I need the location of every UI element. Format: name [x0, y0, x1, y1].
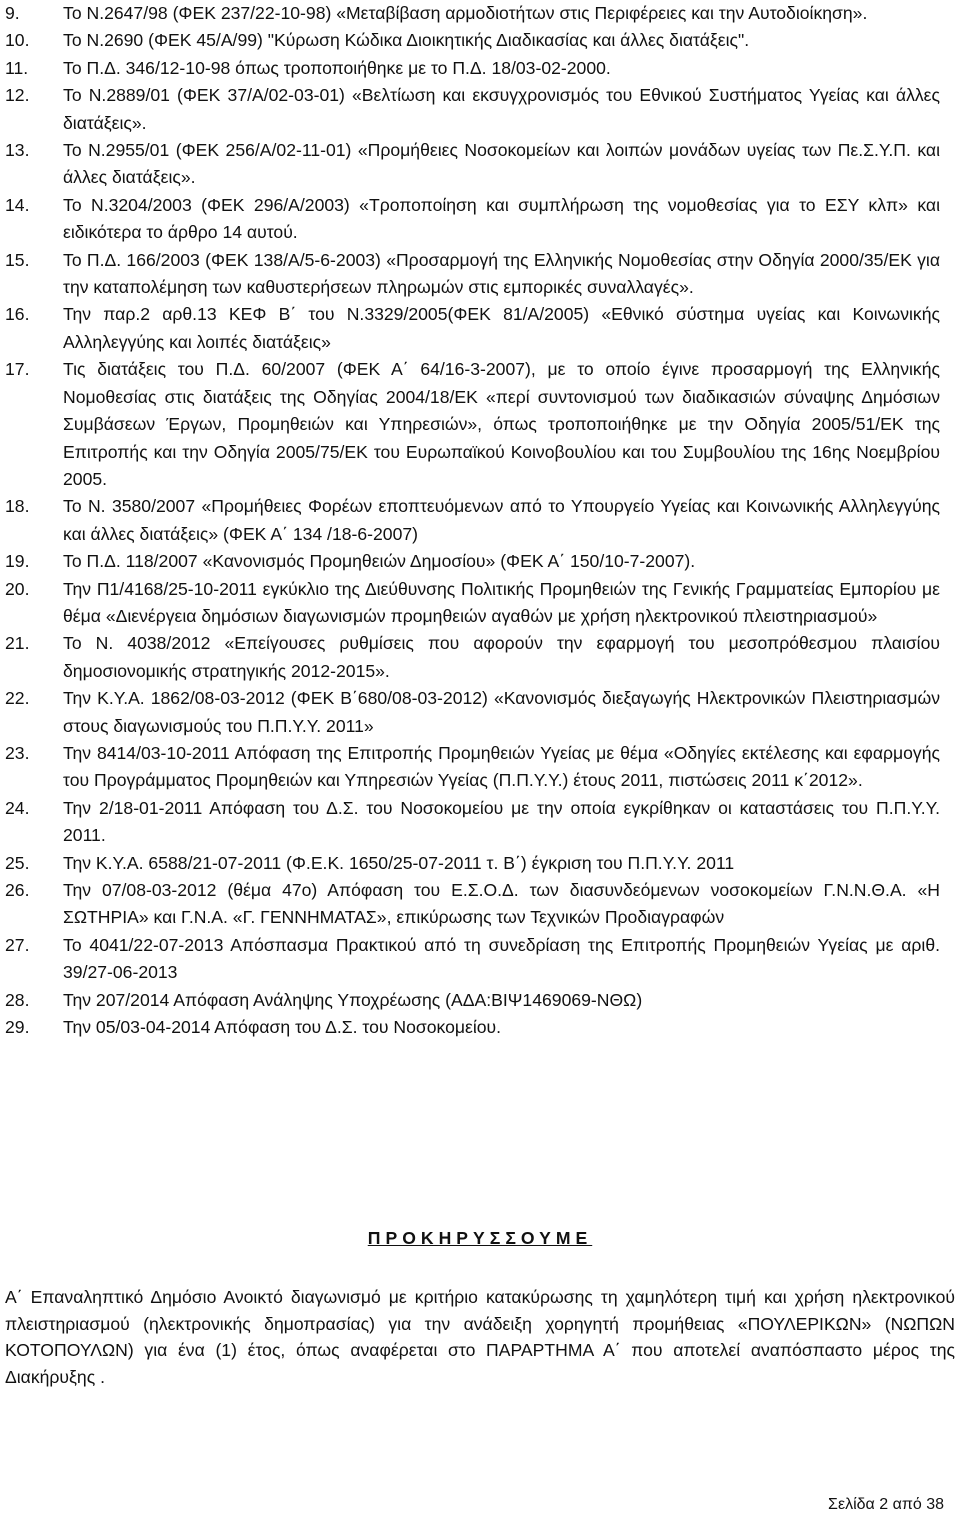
list-item-number: 16. [5, 304, 30, 325]
list-item [5, 1014, 940, 1041]
list-item-text: Την 07/08-03-2012 (θέμα 47ο) Απόφαση του Ε.Σ.Ο.Δ. των διασυνδεόμενων νοσοκομείων Γ.Ν.Ν.Θ.Α. «Η ΣΩΤΗΡΙΑ» και Γ.Ν.Α. «Γ. ΓΕΝΝΗΜΑΤΑΣ», επικύρωσης των Τεχνικών Προδιαγραφών [63, 880, 940, 928]
list-item [5, 27, 940, 54]
list-item-text: Το 4041/22-07-2013 Απόσπασμα Πρακτικού από τη συνεδρίαση της Επιτροπής Προμηθειών Υγείας με αριθ. 39/27-06-2013 [63, 934, 940, 983]
list-item [5, 82, 940, 137]
list-item [5, 850, 940, 877]
list-item-text: Το Π.Δ. 118/2007 «Κανονισμός Προμηθειών Δημοσίου» (ΦΕΚ Α΄ 150/10-7-2007). [63, 551, 696, 572]
list-item [5, 356, 940, 493]
list-item-number: 11. [5, 57, 29, 78]
list-item-number: 24. [5, 797, 30, 818]
list-item [5, 932, 940, 987]
list-item-text: Το Ν.2647/98 (ΦΕΚ 237/22-10-98) «Μεταβίβαση αρμοδιοτήτων στις Περιφέρειες και την Αυτοδιοίκηση». [63, 3, 868, 23]
page-number: Σελίδα 2 από 38 [828, 1496, 944, 1513]
list-item-text: Την Π1/4168/25-10-2011 εγκύκλιο της Διεύθυνσης Πολιτικής Προμηθειών της Γενικής Γραμματείας Εμπορίου με θέμα «Διενέργεια δημόσιων διαγωνισμών προμηθειών αγαθών με χρήση ηλεκτρονικού πλειστηριασμού» [63, 578, 940, 626]
list-item-number: 21. [5, 633, 30, 654]
list-item-number: 17. [5, 359, 30, 380]
list-item-text: Την Κ.Υ.Α. 6588/21-07-2011 (Φ.Ε.Κ. 1650/25-07-2011 τ. Β΄) έγκριση του Π.Π.Υ.Υ. 2011 [63, 852, 735, 873]
list-item-text: Την Κ.Υ.Α. 1862/08-03-2012 (ΦΕΚ Β΄680/08-03-2012) «Κανονισμός διεξαγωγής Ηλεκτρονικών Πλειστηριασμών στους διαγωνισμούς του Π.Π.Υ.Υ. 2011» [63, 688, 940, 736]
list-item-text: Το Π.Δ. 166/2003 (ΦΕΚ 138/Α/5-6-2003) «Προσαρμογή της Ελληνικής Νομοθεσίας στην Οδηγία 2000/35/ΕΚ για την καταπολέμηση των καθυστερήσεων πληρωμών στις εμπορικές συναλλαγές». [63, 249, 940, 298]
list-item [5, 795, 940, 850]
list-item [5, 548, 940, 575]
legal-references-list [5, 0, 940, 1041]
announcement-paragraph: Α΄ Επαναληπτικό Δημόσιο Ανοικτό διαγωνισμό με κριτήριο κατακύρωσης τη χαμηλότερη τιμή και χρήση ηλεκτρονικού πλειστηριασμού (ηλεκτρονικής δημοπρασίας) για την ανάδειξη χορηγητή προμήθειας «ΠΟΥΛΕΡΙΚΩΝ» (ΝΩΠΩΝ ΚΟΤΟΠΟΥΛΩΝ) για ένα (1) έτος, όπως αναφέρεται στο ΠΑΡΑΡΤΗΜΑ Α΄ που αποτελεί αναπόσπαστο μέρος της Διακήρυξης . [5, 1287, 955, 1387]
list-item [5, 630, 940, 685]
list-item [5, 192, 940, 247]
list-item-number: 22. [5, 688, 30, 709]
list-item [5, 987, 940, 1014]
list-item [5, 685, 940, 740]
list-item-number: 13. [5, 140, 30, 161]
list-item-text: Το Ν. 4038/2012 «Επείγουσες ρυθμίσεις που αφορούν την εφαρμογή του μεσοπρόθεσμου πλαισίου δημοσιονομικής στρατηγικής 2012-2015». [63, 633, 940, 681]
list-item [5, 55, 940, 82]
list-item-number: 10. [5, 30, 30, 51]
list-item-text: Το Ν.2955/01 (ΦΕΚ 256/Α/02-11-01) «Προμήθειες Νοσοκομείων και λοιπών μονάδων υγείας των Πε.Σ.Υ.Π. και άλλες διατάξεις». [63, 140, 940, 188]
list-item-text: Το Ν.2889/01 (ΦΕΚ 37/Α/02-03-01) «Βελτίωση και εκσυγχρονισμός του Εθνικού Συστήματος Υγείας και άλλες διατάξεις». [63, 85, 940, 133]
list-item-number: 14. [5, 194, 30, 215]
list-item-number: 15. [5, 249, 30, 270]
list-item-text: Το Ν. 3580/2007 «Προμήθειες Φορέων εποπτευόμενων από το Υπουργείο Υγείας και Κοινωνικής Αλληλεγγύης και άλλες διατάξεις» (ΦΕΚ Α΄ 134 /18-6-2007) [63, 496, 940, 544]
list-item-text: Την παρ.2 αρθ.13 ΚΕΦ Β΄ του Ν.3329/2005(ΦΕΚ 81/Α/2005) «Εθνικό σύστημα υγείας και Κοινωνικής Αλληλεγγύης και λοιπές διατάξεις» [63, 304, 940, 352]
list-item [5, 740, 940, 795]
list-item-text: Την 05/03-04-2014 Απόφαση του Δ.Σ. του Νοσοκομείου. [63, 1017, 502, 1038]
list-item-text: Την 2/18-01-2011 Απόφαση του Δ.Σ. του Νοσοκομείου με την οποία εγκρίθηκαν οι καταστάσεις του Π.Π.Υ.Υ. 2011. [63, 797, 940, 846]
list-item [5, 137, 940, 192]
list-item-text: Το Ν.2690 (ΦΕΚ 45/Α/99) "Κύρωση Κώδικα Διοικητικής Διαδικασίας και άλλες διατάξεις". [63, 30, 750, 51]
list-item-number: 19. [5, 551, 30, 572]
list-item-number: 9. [5, 3, 20, 23]
list-item-number: 27. [5, 934, 30, 955]
list-item [5, 576, 940, 631]
list-item-number: 20. [5, 578, 30, 599]
list-item [5, 493, 940, 548]
list-item [5, 0, 940, 27]
list-item-number: 25. [5, 852, 30, 873]
list-item-number: 12. [5, 85, 30, 106]
list-item-number: 29. [5, 1017, 30, 1038]
list-item-text: Την 8414/03-10-2011 Απόφαση της Επιτροπής Προμηθειών Υγείας με θέμα «Οδηγίες εκτέλεσης και εφαρμογής του Προγράμματος Προμηθειών και Υπηρεσιών Υγείας (Π.Π.Υ.Υ.) έτους 2011, πιστώσεις 2011 κ΄2012». [63, 742, 940, 791]
list-item-text: Το Ν.3204/2003 (ΦΕΚ 296/Α/2003) «Τροποποίηση και συμπλήρωση της νομοθεσίας για το ΕΣΥ κλπ» και ειδικότερα το άρθρο 14 αυτού. [63, 194, 940, 243]
list-item-number: 28. [5, 989, 30, 1010]
section-title: ΠΡΟΚΗΡΥΣΣΟΥΜΕ [367, 1228, 593, 1248]
list-item [5, 301, 940, 356]
list-item-text: Την 207/2014 Απόφαση Ανάληψης Υποχρέωσης (ΑΔΑ:ΒΙΨ1469069-ΝΘΩ) [63, 989, 643, 1010]
list-item-number: 23. [5, 742, 30, 763]
list-item-number: 26. [5, 880, 30, 900]
list-item-text: Το Π.Δ. 346/12-10-98 όπως τροποποιήθηκε με το Π.Δ. 18/03-02-2000. [63, 57, 611, 78]
list-item [5, 877, 940, 932]
list-item [5, 247, 940, 302]
list-item-number: 18. [5, 496, 30, 517]
list-item-text: Τις διατάξεις του Π.Δ. 60/2007 (ΦΕΚ Α΄ 64/16-3-2007), με το οποίο έγινε προσαρμογή της Ελληνικής Νομοθεσίας στις διατάξεις της Οδηγίας 2004/18/ΕΚ «περί συντονισμού των διαδικασιών σύναψης Δημόσιων Συμβάσεων Έργων, Προμηθειών και Υπηρεσιών», όπως τροποποιήθηκε με την Οδηγία 2005/51/ΕΚ της Επιτροπής και την Οδηγία 2005/75/ΕΚ του Ευρωπαϊκού Κοινοβουλίου και του Συμβουλίου της 16ης Νοεμβρίου 2005. [63, 359, 940, 489]
